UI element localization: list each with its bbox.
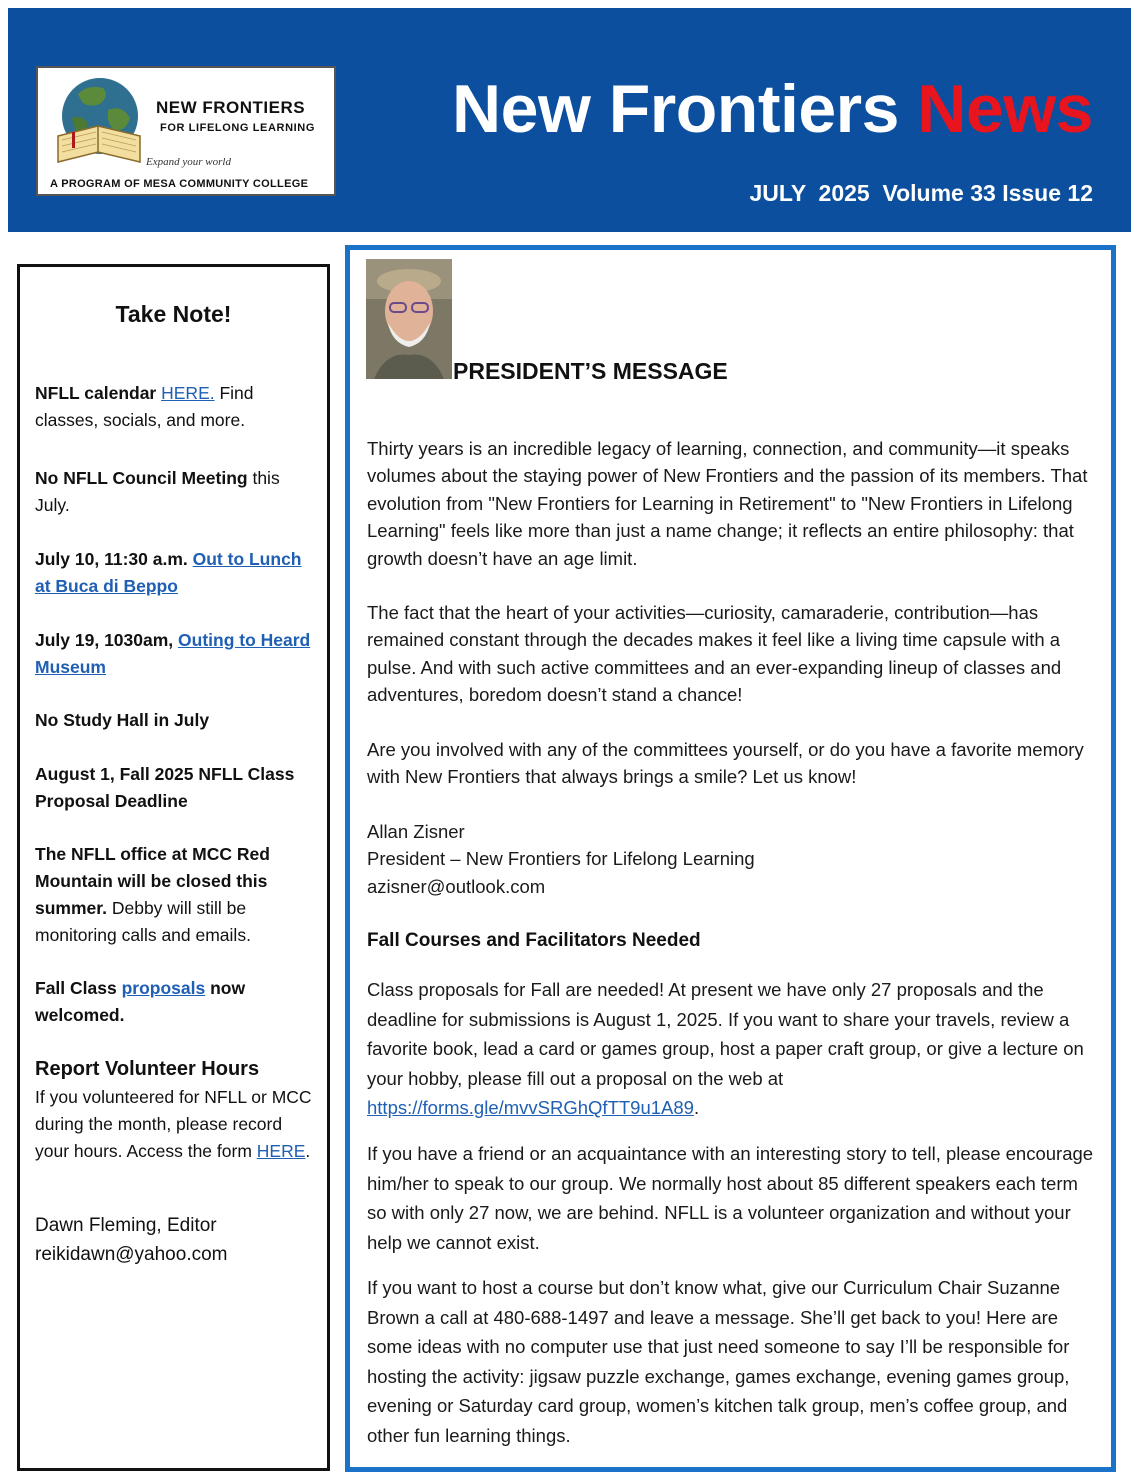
globe-book-icon [48, 74, 148, 174]
outing-date: July 19, 1030am, [35, 630, 174, 650]
message-paragraph-2: The fact that the heart of your activities—curiosity, camaraderie, contribution—has remained constant through the decades makes it feel like a living time capsule with a pulse. And with such active committees and an ever-expanding lineup of classes and adventures, boredom doesn’t stand a chance! [367, 602, 1062, 706]
study-hall-note: No Study Hall in July [35, 710, 210, 730]
outing-link[interactable]: Outing to Heard Museum [35, 630, 311, 677]
editor-email: reikidawn@yahoo.com [35, 1244, 228, 1265]
signature-title: President – New Frontiers for Lifelong Learning [367, 848, 755, 870]
proposals-link[interactable]: proposals [121, 978, 206, 998]
lunch-note [35, 546, 315, 600]
signature-email: azisner@outlook.com [367, 875, 546, 897]
nfll-logo [36, 66, 336, 196]
fall-p1-end: . [693, 1097, 700, 1118]
fall-paragraph-2: If you have a friend or an acquaintance with an interesting story to tell, please encourage him/her to speak to our group. We normally host about 85 different speakers each term so with only 27 now, we are behind. NFLL is a volunteer organization and without your help we cannot exist. [367, 1143, 1094, 1253]
deadline-note: August 1, Fall 2025 NFLL Class Proposal Deadline [35, 764, 295, 811]
calendar-note [35, 380, 315, 434]
volunteer-text-block [35, 1084, 315, 1165]
fall-courses-heading: Fall Courses and Facilitators Needed [367, 930, 701, 951]
volunteer-text: If you volunteered for NFLL or MCC during the month, please record your hours. Access the form [35, 1087, 312, 1161]
fall-paragraph-3: If you want to host a course but don’t know what, give our Curriculum Chair Suzanne Brown a call at 480-688-1497 and leave a message. She’ll get back to you! Here are some ideas with no computer use that just need someone to say I’ll be responsible for hosting the activity: jigsaw puzzle exchange, games exchange, evening games group, evening or Saturday card group, women’s kitchen talk group, men’s coffee group, and other fun learning things. [367, 1277, 1070, 1446]
fall-paragraph-1 [367, 975, 1102, 1123]
signature-name: Allan Zisner [367, 821, 465, 842]
council-note [35, 465, 315, 519]
fall-class-note [35, 975, 315, 1029]
sidebar-heading: Take Note! [115, 301, 232, 327]
volunteer-end: . [305, 1141, 311, 1161]
volunteer-form-link[interactable]: HERE [256, 1141, 306, 1161]
logo-program-line: A PROGRAM OF MESA COMMUNITY COLLEGE [50, 178, 309, 190]
logo-tagline: Expand your world [146, 156, 231, 168]
issue-line: JULY 2025 Volume 33 Issue 12 [749, 180, 1093, 206]
editor-info [35, 1211, 315, 1269]
council-bold: No NFLL Council Meeting [35, 468, 248, 488]
logo-org-name: NEW FRONTIERS [156, 98, 306, 117]
presidents-message-heading: PRESIDENT’S MESSAGE [453, 358, 728, 384]
title-main: New Frontiers [452, 71, 899, 147]
office-note [35, 841, 315, 949]
lunch-link[interactable]: Out to Lunch at Buca di Beppo [35, 549, 302, 596]
title-accent: News [917, 71, 1093, 147]
signature-block [367, 818, 1102, 900]
office-bold: The NFLL office at MCC Red Mountain will be closed this summer. [35, 844, 270, 918]
presidents-message-panel [345, 245, 1116, 1472]
logo-org-subtitle: FOR LIFELONG LEARNING [160, 122, 315, 134]
message-paragraph-1: Thirty years is an incredible legacy of learning, connection, and community—it speaks volumes about the staying power of New Frontiers and the passion of its members. That evolution from "New Frontiers for Learning in Retirement" to "New Frontiers in Lifelong Learning" feels like more than just a name change; it reflects an entire philosophy: that growth doesn’t have an age limit. [367, 438, 1088, 569]
office-rest: Debby will still be monitoring calls and emails. [35, 898, 251, 945]
council-rest: this July. [35, 468, 280, 515]
proposal-form-link[interactable]: https://forms.gle/mvvSRGhQfTT9u1A89 [367, 1097, 694, 1118]
calendar-link[interactable]: HERE. [161, 383, 215, 403]
header-banner [8, 8, 1131, 232]
message-paragraph-3: Are you involved with any of the committees yourself, or do you have a favorite memory with New Frontiers that always brings a smile? Let us know! [367, 739, 1084, 788]
fall-class-suffix: now welcomed. [35, 978, 246, 1025]
lunch-date: July 10, 11:30 a.m. [35, 549, 188, 569]
president-photo [366, 259, 452, 379]
outing-note [35, 627, 315, 681]
calendar-prefix: NFLL calendar [35, 383, 157, 403]
newsletter-title [452, 70, 1093, 148]
calendar-suffix: Find classes, socials, and more. [35, 383, 254, 430]
volunteer-heading: Report Volunteer Hours [35, 1058, 260, 1080]
take-note-sidebar [17, 264, 330, 1471]
fall-p1-text: Class proposals for Fall are needed! At present we have only 27 proposals and the deadline for submissions is August 1, 2025. If you want to share your travels, review a favorite book, lead a card or games group, host a paper craft group, or give a lecture on your hobby, please fill out a proposal on the web at [367, 979, 1084, 1089]
fall-class-prefix: Fall Class [35, 978, 117, 998]
volunteer-note [35, 1054, 315, 1165]
editor-name: Dawn Fleming, Editor [35, 1215, 217, 1236]
